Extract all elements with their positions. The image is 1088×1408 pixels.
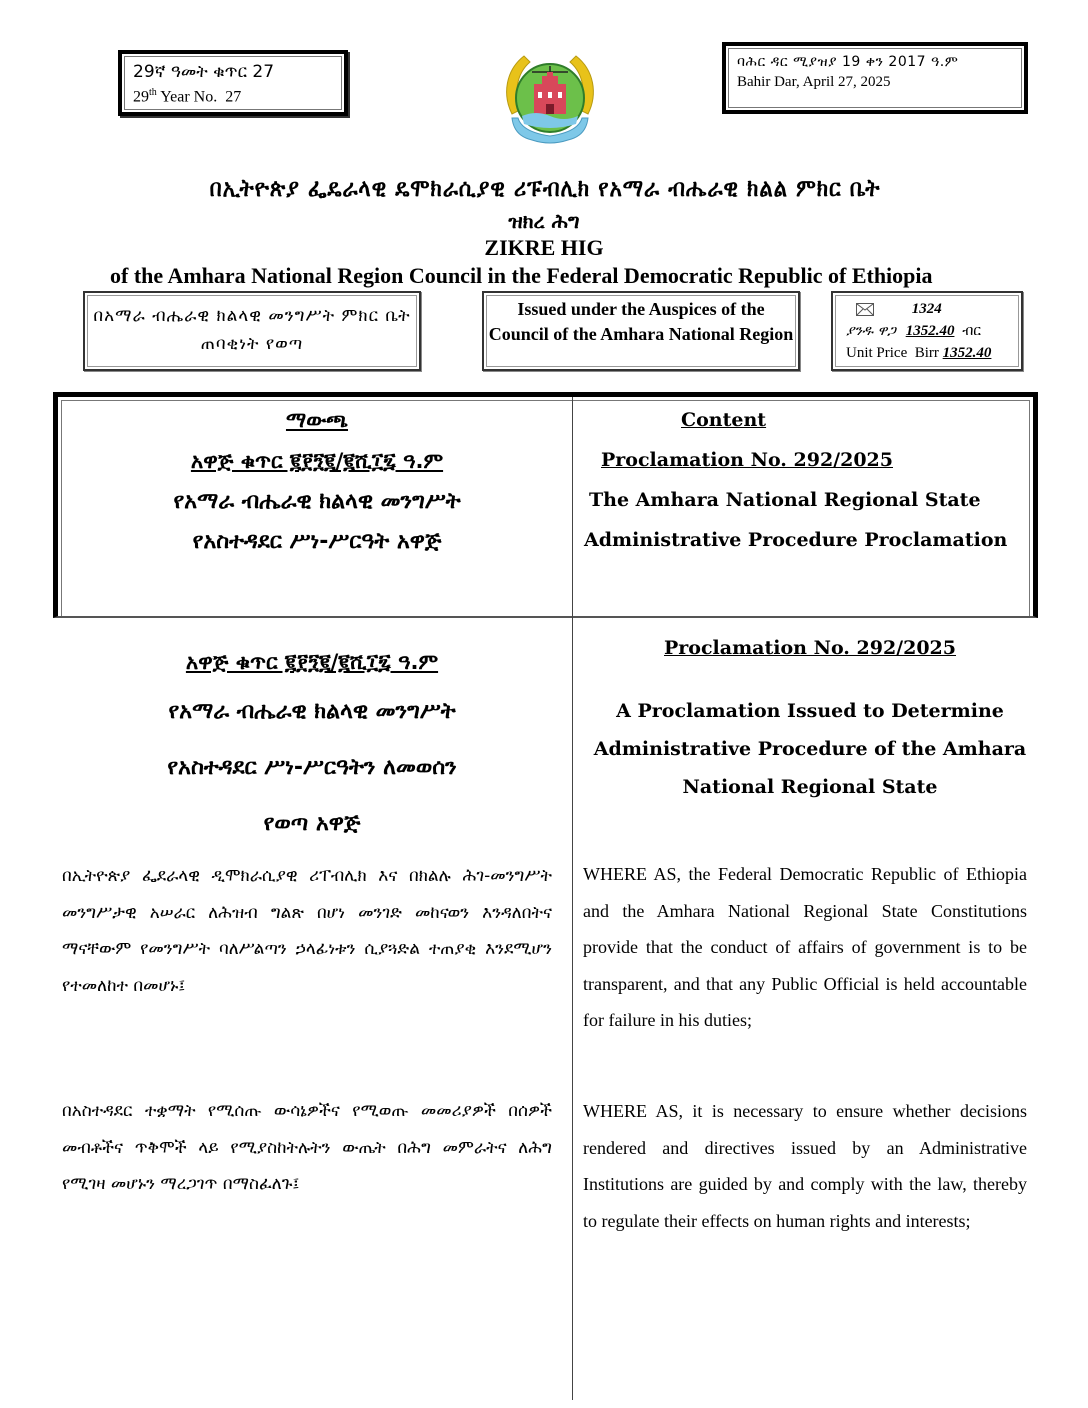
- contents-title-amharic-1: የአማራ ብሔራዊ ክልላዊ መንግሥት: [173, 489, 461, 514]
- price-english-value: 1352.40: [942, 345, 992, 361]
- contents-title-english-2: Administrative Procedure Proclamation: [584, 529, 1008, 551]
- contents-proclamation-no-english: [584, 440, 1024, 480]
- issue-number-english: [133, 83, 333, 107]
- body-title-amharic-3: የወጣ አዋጅ: [263, 811, 361, 836]
- body-title-english-3: National Regional State: [682, 776, 938, 798]
- auspices-amharic-text: በአማራ ብሔራዊ ክልላዊ መንግሥት ምክር ቤት ጠባቂነት የወጣ: [93, 306, 411, 354]
- issue-number-box: [118, 50, 348, 116]
- contents-proclamation-no-english-text: Proclamation No. 292/2025: [601, 449, 893, 471]
- body-proclamation-no-english: [580, 630, 1040, 666]
- contents-heading-amharic: [62, 400, 572, 441]
- preamble-amharic-2: በአስተዳደር ተቋማት የሚሰጡ ውሳኔዎችና የሚወጡ መመሪያዎች በሰዎች መብቶችና ጥቅሞች ላይ የሚያስከትሉትን ውጤት በሕግ መምራትና ለሕግ የሚገዛ መሆኑን ማረጋገጥ በማስፈለጉ፤: [62, 1101, 552, 1194]
- body-proclamation-no-english-text: Proclamation No. 292/2025: [664, 637, 956, 659]
- price-amharic-label: ያንዱ ዋጋ: [846, 323, 896, 339]
- contents-heading-english-text: Content: [681, 409, 767, 431]
- pobox-number: 1324: [911, 301, 942, 317]
- issue-year-suffix: th: [149, 87, 157, 98]
- auspices-english-box: [482, 291, 800, 371]
- date-box: [722, 42, 1028, 114]
- contents-amharic: [62, 400, 572, 562]
- issue-year: 29: [133, 88, 149, 106]
- contents-title-english-1: The Amhara National Regional State: [589, 489, 981, 511]
- contents-title-amharic-2: የአስተዳደር ሥነ-ሥርዓት አዋጅ: [192, 529, 442, 554]
- preamble-english-1: WHERE AS, the Federal Democratic Republic of Ethiopia and the Amhara National Regional State Constitutions provide that the conduct of affairs of government is to be transparent, and that any Public Official is held accountable for failure in his duties;: [583, 864, 1027, 1030]
- contents-heading-amharic-text: ማውጫ: [285, 408, 349, 432]
- body-title-english-2: Administrative Procedure of the Amhara: [593, 738, 1027, 760]
- auspices-amharic-box: [83, 291, 421, 371]
- body-title-amharic-1: የአማራ ብሔራዊ ክልላዊ መንግሥት: [168, 699, 456, 724]
- price-box: [831, 291, 1023, 371]
- contents-english: [584, 400, 1024, 560]
- issue-year-rest: Year No. 27: [156, 88, 242, 106]
- contents-proclamation-no-amharic: [62, 441, 572, 482]
- masthead-subtitle-english: of the Amhara National Region Council in the Federal Democratic Republic of Ethiopia: [110, 263, 933, 288]
- masthead-title-amharic: ዝክረ ሕግ: [508, 209, 580, 233]
- price-english-label: Unit Price Birr: [846, 345, 939, 361]
- contents-proclamation-no-amharic-text: አዋጅ ቁጥር ፪፻፺፪/፪ሺ፲፯ ዓ.ም: [190, 449, 444, 473]
- body-title-amharic-2: የአስተዳደር ሥነ-ሥርዓትን ለመወሰን: [167, 755, 457, 780]
- amhara-emblem-logo: [498, 44, 602, 148]
- body-title-english-1: A Proclamation Issued to Determine: [616, 700, 1004, 722]
- auspices-english-text: Issued under the Auspices of the Council of the Amhara National Region: [488, 299, 794, 344]
- body-proclamation-no-amharic: [62, 640, 562, 684]
- price-amharic-value: 1352.40: [905, 323, 955, 339]
- price-amharic-currency: ብር: [962, 323, 982, 339]
- preamble-english-2: WHERE AS, it is necessary to ensure whether decisions rendered and directives issued by an Administrative Institutions are guided by and comply with the law, thereby to regulate their effects on human rights and interests;: [583, 1101, 1027, 1231]
- pobox-row: [836, 296, 1018, 320]
- price-english-row: [836, 342, 1018, 364]
- body-title-amharic: [62, 640, 562, 852]
- column-divider: [572, 397, 573, 1400]
- issue-number-amharic: 29ኛ ዓመት ቁጥር 27: [133, 62, 275, 82]
- masthead-amharic-line: በኢትዮጵያ ፌዴራላዊ ዴሞክራሲያዊ ሪፑብሊክ የአማራ ብሔራዊ ክልል ምክር ቤት: [209, 174, 881, 202]
- preamble-amharic-1: በኢትዮጵያ ፌደራላዊ ዲሞክራሲያዊ ሪፐብሊክ እና በክልሉ ሕገ-መንግሥት መንግሥታዊ አሠራር ለሕዝብ ግልጽ በሆነ መንገድ መከናወን እንዳለበትና ማናቸውም የመንግሥት ባለሥልጣን ኃላፊነቱን ሲያጓድል ተጠያቂ እንደሚሆን የተመለከተ በመሆኑ፤: [62, 866, 552, 996]
- emblem-icon: [498, 44, 602, 148]
- masthead-title-english: ZIKRE HIG: [484, 235, 604, 260]
- body-title-english: [580, 630, 1040, 806]
- contents-heading-english: [584, 400, 1024, 440]
- date-english: Bahir Dar, April 27, 2025: [737, 74, 891, 90]
- date-amharic: ባሕር ዳር ሚያዝያ 19 ቀን 2017 ዓ.ም: [737, 54, 959, 70]
- envelope-icon: [856, 303, 874, 316]
- price-amharic-row: [836, 320, 1018, 342]
- body-proclamation-no-amharic-text: አዋጅ ቁጥር ፪፻፺፪/፪ሺ፲፯ ዓ.ም: [185, 650, 439, 674]
